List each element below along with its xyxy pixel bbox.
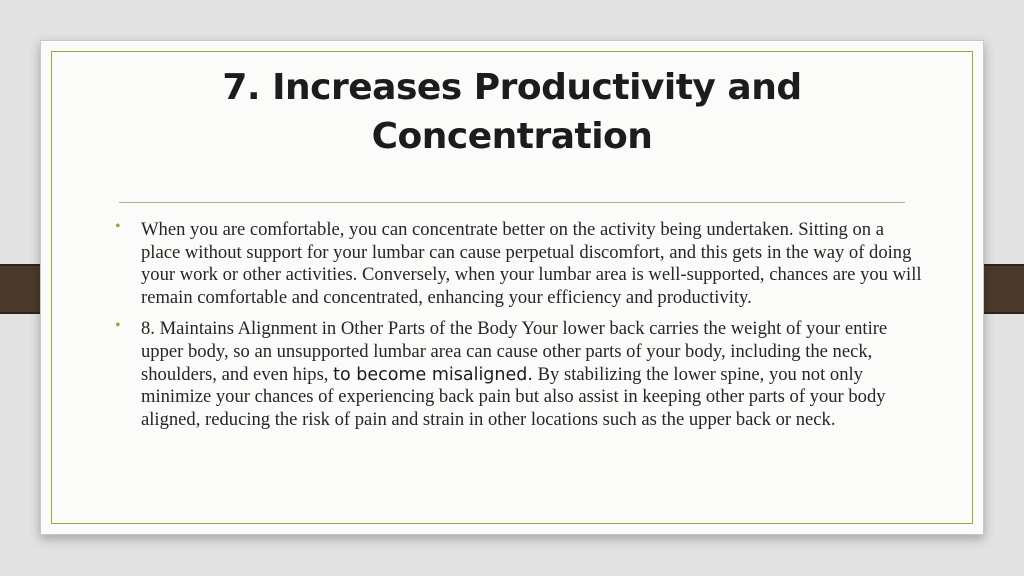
- bullet-item-alignment: [115, 318, 927, 431]
- bullet-item-productivity: [115, 219, 927, 309]
- bullet-text-emphasis: to become misaligned.: [333, 364, 533, 385]
- bullet-list: [115, 219, 927, 431]
- bullet-dot-icon: •: [115, 317, 121, 335]
- bullet-text-before: 8. Maintains Alignment in Other Parts of the Body Your lower back carries the weight of your entire upper body, so an unsupported lumbar area can cause other parts of your body, including the neck, shoulders, and even hips,: [141, 318, 888, 385]
- bullet-text: When you are comfortable, you can concentrate better on the activity being undertaken. Sitting on a place without support for your lumbar can cause perpetual discomfort, and this gets in the way of doing your work or other activities. Conversely, when your lumbar area is well-supported, chances are you will remain comfortable and concentrated, enhancing your efficiency and productivity.: [141, 219, 922, 308]
- slide-card: [40, 40, 984, 535]
- bullet-text-after: By stabilizing the lower spine, you not only minimize your chances of experiencing back pain but also assist in keeping other parts of your body aligned, reducing the risk of pain and strain in other locations such as the upper back or neck.: [141, 363, 886, 430]
- bullet-dot-icon: •: [115, 218, 121, 235]
- slide-title: 7. Increases Productivity and Concentration: [222, 67, 802, 157]
- title-divider: [119, 202, 905, 203]
